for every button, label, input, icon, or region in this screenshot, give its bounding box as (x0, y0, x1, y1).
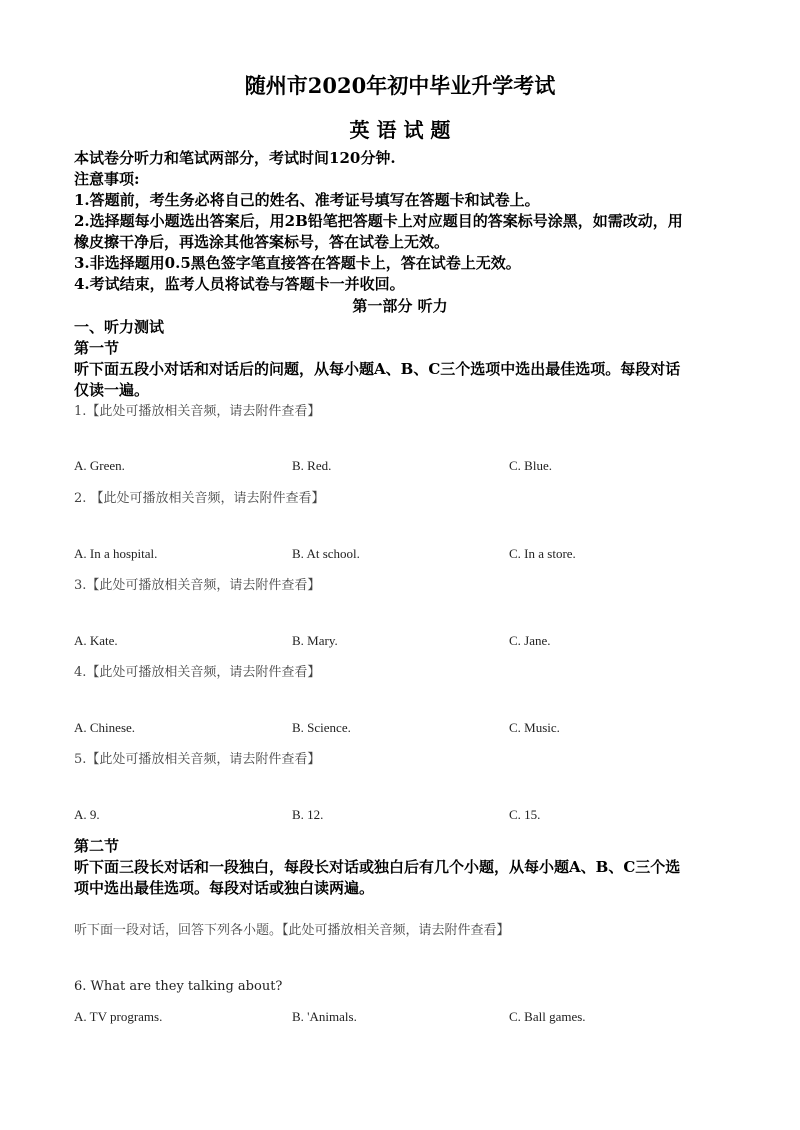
note-3: 3.非选择题用0.5黑色签字笔直接答在答题卡上，答在试卷上无效。 (74, 254, 521, 272)
question-3-option-b: B. Mary. (292, 633, 338, 648)
question-6-option-b: B. 'Animals. (292, 1009, 357, 1024)
note-2-line-2: 橡皮擦干净后，再选涂其他答案标号，答在试卷上无效。 (74, 233, 450, 251)
intro-line: 本试卷分听力和笔试两部分，考试时间120分钟. (74, 149, 396, 167)
part-1-heading: 第一部分 听力 (352, 297, 448, 315)
question-1-audio: 1.【此处可播放相关音频，请去附件查看】 (74, 404, 321, 419)
question-1-option-a: A. Green. (74, 458, 125, 473)
notes-heading: 注意事项: (74, 170, 140, 188)
note-1: 1.答题前，考生务必将自己的姓名、准考证号填写在答题卡和试卷上。 (74, 191, 540, 209)
question-5-option-c: C. 15. (509, 807, 541, 822)
question-6-text: 6. What are they talking about? (74, 979, 283, 994)
page-subtitle: 英 语 试 题 (349, 118, 451, 142)
question-2-option-c: C. In a store. (509, 546, 576, 561)
question-4-option-b: B. Science. (292, 720, 351, 735)
section-1-heading: 第一节 (74, 339, 120, 357)
question-3-audio: 3.【此处可播放相关音频，请去附件查看】 (74, 578, 321, 593)
question-5-option-b: B. 12. (292, 807, 324, 822)
question-6-option-a: A. TV programs. (74, 1009, 163, 1024)
note-2-line-1: 2.选择题每小题选出答案后，用2B铅笔把答题卡上对应题目的答案标号涂黑，如需改动，用 (74, 212, 683, 230)
page-title: 随州市2020年初中毕业升学考试 (244, 73, 556, 98)
section-2-instruction-1: 听下面三段长对话和一段独白，每段长对话或独白后有几个小题，从每小题A、B、C三个选 (74, 858, 681, 876)
question-5-audio: 5.【此处可播放相关音频，请去附件查看】 (74, 752, 321, 767)
section-1-instruction-1: 听下面五段小对话和对话后的问题，从每小题A、B、C三个选项中选出最佳选项。每段对话 (74, 360, 681, 378)
question-6-option-c: C. Ball games. (509, 1009, 586, 1024)
section-2-heading: 第二节 (74, 837, 120, 855)
question-5-option-a: A. 9. (74, 807, 100, 822)
question-2-audio: 2. 【此处可播放相关音频，请去附件查看】 (74, 491, 325, 506)
dialog-intro: 听下面一段对话，回答下列各小题。【此处可播放相关音频，请去附件查看】 (74, 923, 510, 938)
question-2-option-a: A. In a hospital. (74, 546, 158, 561)
question-3-option-a: A. Kate. (74, 633, 118, 648)
question-2-option-b: B. At school. (292, 546, 360, 561)
section-1-instruction-2: 仅读一遍。 (74, 381, 150, 399)
section-2-instruction-2: 项中选出最佳选项。每段对话或独白读两遍。 (74, 879, 375, 897)
question-4-option-c: C. Music. (509, 720, 560, 735)
question-3-option-c: C. Jane. (509, 633, 551, 648)
section-heading: 一、听力测试 (74, 318, 165, 336)
note-4: 4.考试结束，监考人员将试卷与答题卡一并收回。 (74, 275, 405, 293)
question-4-option-a: A. Chinese. (74, 720, 136, 735)
question-1-option-c: C. Blue. (509, 458, 552, 473)
question-1-option-b: B. Red. (292, 458, 332, 473)
question-4-audio: 4.【此处可播放相关音频，请去附件查看】 (74, 665, 321, 680)
